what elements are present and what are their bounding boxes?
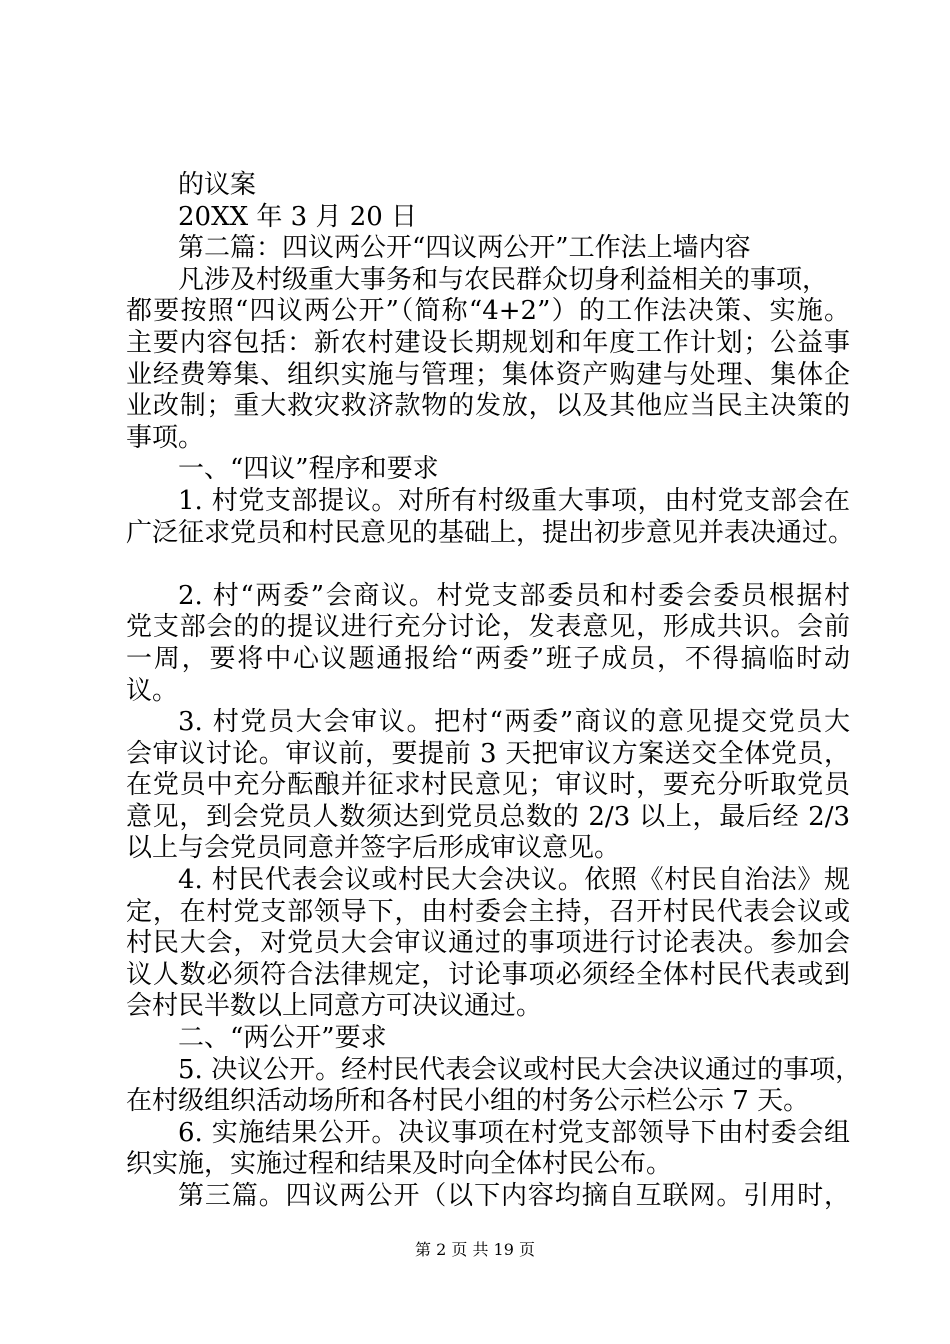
text-line: 一周，要将中心议题通报给“两委”班子成员，不得搞临时动 [126, 643, 850, 674]
text-line: 事项。 [126, 422, 205, 453]
text-line: 第三篇。四议两公开（以下内容均摘自互联网。引用时， [178, 1181, 850, 1211]
text-line: 党支部会的的提议进行充分讨论，发表意见，形成共识。会前 [126, 612, 850, 643]
text-line: 意见，到会党员人数须达到党员总数的 2/3 以上，最后经 2/3 [126, 801, 850, 832]
text-line: 1. 村党支部提议。对所有村级重大事项，由村党支部会在 [178, 485, 850, 516]
text-line: 凡涉及村级重大事务和与农民群众切身利益相关的事项， [178, 264, 829, 295]
text-line: 二、“两公开”要求 [178, 1023, 387, 1054]
text-line: 在党员中充分酝酿并征求村民意见；审议时，要充分听取党员 [126, 770, 850, 801]
text-line: 定，在村党支部领导下，由村委会主持，召开村民代表会议或 [126, 896, 850, 927]
text-line: 议。 [126, 675, 179, 706]
text-line: 会审议讨论。审议前，要提前 3 天把审议方案送交全体党员， [126, 738, 850, 769]
text-line: 以上与会党员同意并签字后形成审议意见。 [126, 833, 621, 864]
text-line: 议人数必须符合法律规定，讨论事项必须经全体村民代表或到 [126, 959, 850, 990]
text-line: 5. 决议公开。经村民代表会议或村民大会决议通过的事项， [178, 1054, 862, 1085]
document-body [126, 170, 862, 1213]
text-line: 主要内容包括：新农村建设长期规划和年度工作计划；公益事 [126, 327, 850, 358]
text-line: 一、“四议”程序和要求 [178, 454, 439, 485]
page-footer: 第 2 页 共 19 页 [415, 1240, 535, 1259]
text-line: 会村民半数以上同意方可决议通过。 [126, 991, 543, 1022]
text-line: 在村级组织活动场所和各村民小组的村务公示栏公示 7 天。 [126, 1086, 810, 1117]
text-line: 的议案 [178, 170, 257, 200]
blank-line [126, 549, 850, 581]
text-line: 2. 村“两委”会商议。村党支部委员和村委会委员根据村 [178, 580, 850, 611]
text-line: 6. 实施结果公开。决议事项在村党支部领导下由村委会组 [178, 1117, 850, 1148]
text-line: 3. 村党员大会审议。把村“两委”商议的意见提交党员大 [178, 707, 850, 738]
text-line: 都要按照“四议两公开”（简称“4+2”）的工作法决策、实施。 [126, 296, 850, 327]
text-line: 织实施，实施过程和结果及时向全体村民公布。 [126, 1149, 673, 1180]
text-line: 20XX 年 3 月 20 日 [178, 201, 418, 232]
text-line: 广泛征求党员和村民意见的基础上，提出初步意见并表决通过。 [126, 517, 855, 548]
text-line: 村民大会，对党员大会审议通过的事项进行讨论表决。参加会 [126, 928, 850, 959]
text-line: 业改制；重大救灾救济款物的发放，以及其他应当民主决策的 [126, 391, 850, 422]
text-line: 业经费筹集、组织实施与管理；集体资产购建与处理、集体企 [126, 359, 850, 390]
text-line: 4. 村民代表会议或村民大会决议。依照《村民自治法》规 [178, 865, 850, 896]
text-line: 第二篇：四议两公开“四议两公开”工作法上墙内容 [178, 233, 751, 264]
